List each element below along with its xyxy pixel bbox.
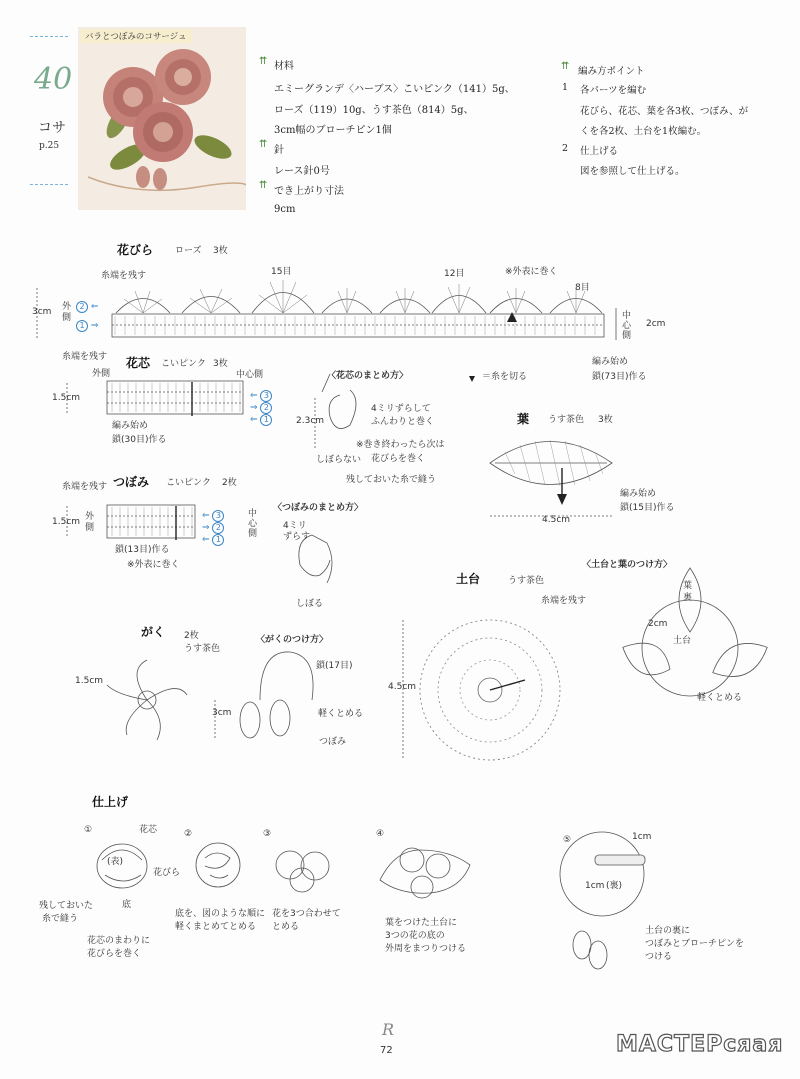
step-number: ① xyxy=(84,825,93,835)
calyx-title: がく xyxy=(141,625,166,639)
point-num: 1 xyxy=(562,82,569,93)
calyx-yarn: うす茶色 xyxy=(184,644,221,654)
leaf-count: 3枚 xyxy=(598,415,613,425)
core-outer: 外側 xyxy=(92,369,111,379)
step-caption: 外周をまつりつける xyxy=(385,944,467,954)
core-finish-note: 残しておいた糸で縫う xyxy=(346,475,437,485)
calyx-attach-title: 〈がくのつけ方〉 xyxy=(256,635,329,645)
finishing-title: 仕上げ xyxy=(92,795,129,809)
calyx-size: 1.5cm xyxy=(75,676,104,686)
leaf-start: 編み始め xyxy=(620,489,657,499)
materials-line: エミーグランデ〈ハーブス〉こいピンク（141）5g、 xyxy=(274,84,515,95)
step-caption: とめる xyxy=(272,922,300,932)
title-banner: バラとつぼみのコサージュ xyxy=(80,29,192,43)
page-monogram: R xyxy=(382,1020,395,1039)
leaf-width: 4.5cm xyxy=(542,515,571,525)
bud-finish-shift: 4ミリずらす xyxy=(283,521,311,542)
needle-value: レース針0号 xyxy=(274,166,330,177)
points-heading: 編み方ポイント xyxy=(578,66,645,77)
point-body: くを各2枚、土台を1枚編む。 xyxy=(580,126,707,137)
core-finish-note: ふんわりと巻く xyxy=(371,417,435,427)
materials-line: 3cm幅のブローチピン1個 xyxy=(274,125,392,136)
sprout-icon: ⇈ xyxy=(259,56,268,67)
size-value: 9cm xyxy=(274,204,296,215)
calyx-attach-tack: 軽くとめる xyxy=(318,709,364,719)
core-count: 3枚 xyxy=(213,359,228,369)
sprout-icon: ⇈ xyxy=(561,61,570,72)
bud-center: 中心側 xyxy=(248,509,258,539)
cut-yarn-legend: ＝糸を切る xyxy=(482,372,528,382)
pattern-number: 40 xyxy=(34,62,73,97)
leaf-chain: 鎖(15目)作る xyxy=(620,503,675,513)
step-number: ③ xyxy=(263,829,272,839)
petal-height-2: 2cm xyxy=(646,319,666,329)
calyx-attach-chain: 鎖(17目) xyxy=(316,661,353,671)
base-attach-title: 〈土台と葉のつけ方〉 xyxy=(582,560,673,570)
base-attach-back: 裏 xyxy=(683,593,693,603)
core-finish-note: ※巻き終わったら次は xyxy=(356,440,445,450)
needle-heading: 針 xyxy=(274,145,284,156)
base-title: 土台 xyxy=(456,572,481,586)
step-number: ④ xyxy=(376,829,385,839)
sprout-icon: ⇈ xyxy=(259,139,268,150)
leaf-title: 葉 xyxy=(517,412,530,426)
petal-leave-tail: 糸端を残す xyxy=(101,271,147,281)
base-attach-leaf: 葉 xyxy=(683,581,693,591)
core-start: 編み始め xyxy=(112,421,149,431)
materials-line: ローズ（119）10g、うす茶色（814）5g、 xyxy=(274,105,474,116)
step-caption: つける xyxy=(645,952,673,962)
petal-center: 中心側 xyxy=(622,311,632,341)
core-title: 花芯 xyxy=(126,356,151,370)
step-caption: 軽くまとめてとめる xyxy=(175,922,257,932)
base-attach-tack: 軽くとめる xyxy=(697,693,743,703)
bud-title: つぼみ xyxy=(113,475,150,489)
petal-rounds-15: 15目 xyxy=(271,267,292,277)
step-label: 花びら xyxy=(153,868,181,878)
petal-rounds-12: 12目 xyxy=(444,269,465,279)
step-caption: 花を3つ合わせて xyxy=(272,909,341,919)
bud-finish-gather: しぼる xyxy=(296,599,324,609)
bud-leave-tail: 糸端を残す xyxy=(62,482,108,492)
step-number: ② xyxy=(184,829,193,839)
step-label: (表) xyxy=(107,857,124,867)
step-caption: 残しておいた xyxy=(39,901,94,911)
calyx-attach-size: 3cm xyxy=(212,708,232,718)
row-marker-1: 1 ⇒ xyxy=(76,320,98,332)
step-caption: 糸で縫う xyxy=(42,914,79,924)
petal-outside-note: ※外表に巻く xyxy=(505,267,558,277)
base-yarn: うす茶色 xyxy=(508,576,545,586)
petal-chain: 鎖(73目)作る xyxy=(592,372,647,382)
point-body: 図を参照して仕上げる。 xyxy=(580,166,685,177)
bud-row-markers: ⇐ 3 ⇒ 2 ⇐ 1 xyxy=(202,510,224,546)
point-title: 各パーツを編む xyxy=(580,85,647,96)
core-height: 1.5cm xyxy=(52,393,81,403)
step-label: 1cm xyxy=(632,832,652,842)
point-title: 仕上げる xyxy=(580,146,619,157)
page-number: 72 xyxy=(380,1045,393,1056)
size-heading: でき上がり寸法 xyxy=(274,186,344,197)
calyx-count: 2枚 xyxy=(184,631,199,641)
core-finish-note: 花びらを巻く xyxy=(371,454,426,464)
point-body: 花びら、花芯、葉を各3枚、つぼみ、が xyxy=(580,106,749,117)
step-label: (裏) xyxy=(606,881,623,891)
base-leave-tail: 糸端を残す xyxy=(541,596,587,606)
bud-height: 1.5cm xyxy=(52,517,81,527)
materials-heading: 材料 xyxy=(274,61,294,72)
base-attach-size: 2cm xyxy=(648,619,668,629)
leaf-yarn: うす茶色 xyxy=(548,415,585,425)
step-caption: つぼみとブローチピンを xyxy=(645,939,745,949)
petal-yarn: ローズ xyxy=(175,246,202,256)
core-leave-tail: 糸端を残す xyxy=(62,352,108,362)
core-chain: 鎖(30目)作る xyxy=(112,435,167,445)
step-caption: 花芯のまわりに xyxy=(87,936,151,946)
point-num: 2 xyxy=(562,143,569,154)
bud-outer: 外側 xyxy=(85,512,95,533)
petal-start: 編み始め xyxy=(592,357,629,367)
core-yarn: こいピンク xyxy=(161,359,206,369)
watermark: МАСТЕРсяая xyxy=(616,1032,784,1057)
petal-rounds-8: 8目 xyxy=(575,283,590,293)
step-label: 花芯 xyxy=(139,825,158,835)
step-caption: 土台の裏に xyxy=(645,926,691,936)
core-finish-height: 2.3cm xyxy=(296,416,325,426)
step-caption: 花びらを巻く xyxy=(87,949,142,959)
bud-count: 2枚 xyxy=(222,478,237,488)
step-caption: 葉をつけた土台に xyxy=(385,918,458,928)
core-finish-note: 4ミリずらして xyxy=(371,404,431,414)
step-label: 1cm xyxy=(585,881,605,891)
row-marker-2: 2 ⇐ xyxy=(76,301,98,313)
core-center: 中心側 xyxy=(236,370,264,380)
calyx-attach-bud: つぼみ xyxy=(319,737,347,747)
step-caption: 3つの花の底の xyxy=(385,931,445,941)
bud-finish-title: 〈つぼみのまとめ方〉 xyxy=(273,503,364,513)
bud-chain: 鎖(13目)作る xyxy=(115,545,170,555)
bud-yarn: こいピンク xyxy=(166,478,211,488)
petal-title: 花びら xyxy=(117,243,154,257)
core-finish-title: 〈花芯のまとめ方〉 xyxy=(327,371,409,381)
core-row-markers: ⇐ 3 ⇒ 2 ⇐ 1 xyxy=(250,390,272,426)
petal-height-3: 3cm xyxy=(32,307,52,317)
page-ref: p.25 xyxy=(39,141,60,151)
step-caption: 底を、図のような順に xyxy=(175,909,266,919)
bud-outside-note: ※外表に巻く xyxy=(127,560,180,570)
side-title: コサ xyxy=(38,120,66,136)
base-diameter: 4.5cm xyxy=(388,682,417,692)
step-number: ⑤ xyxy=(563,835,572,845)
base-attach-base: 土台 xyxy=(673,636,692,646)
petal-count: 3枚 xyxy=(213,246,228,256)
petal-outer: 外側 xyxy=(62,302,72,323)
core-finish-gather: しぼらない xyxy=(316,455,362,465)
sprout-icon: ⇈ xyxy=(259,180,268,191)
step-label: 底 xyxy=(122,900,132,910)
